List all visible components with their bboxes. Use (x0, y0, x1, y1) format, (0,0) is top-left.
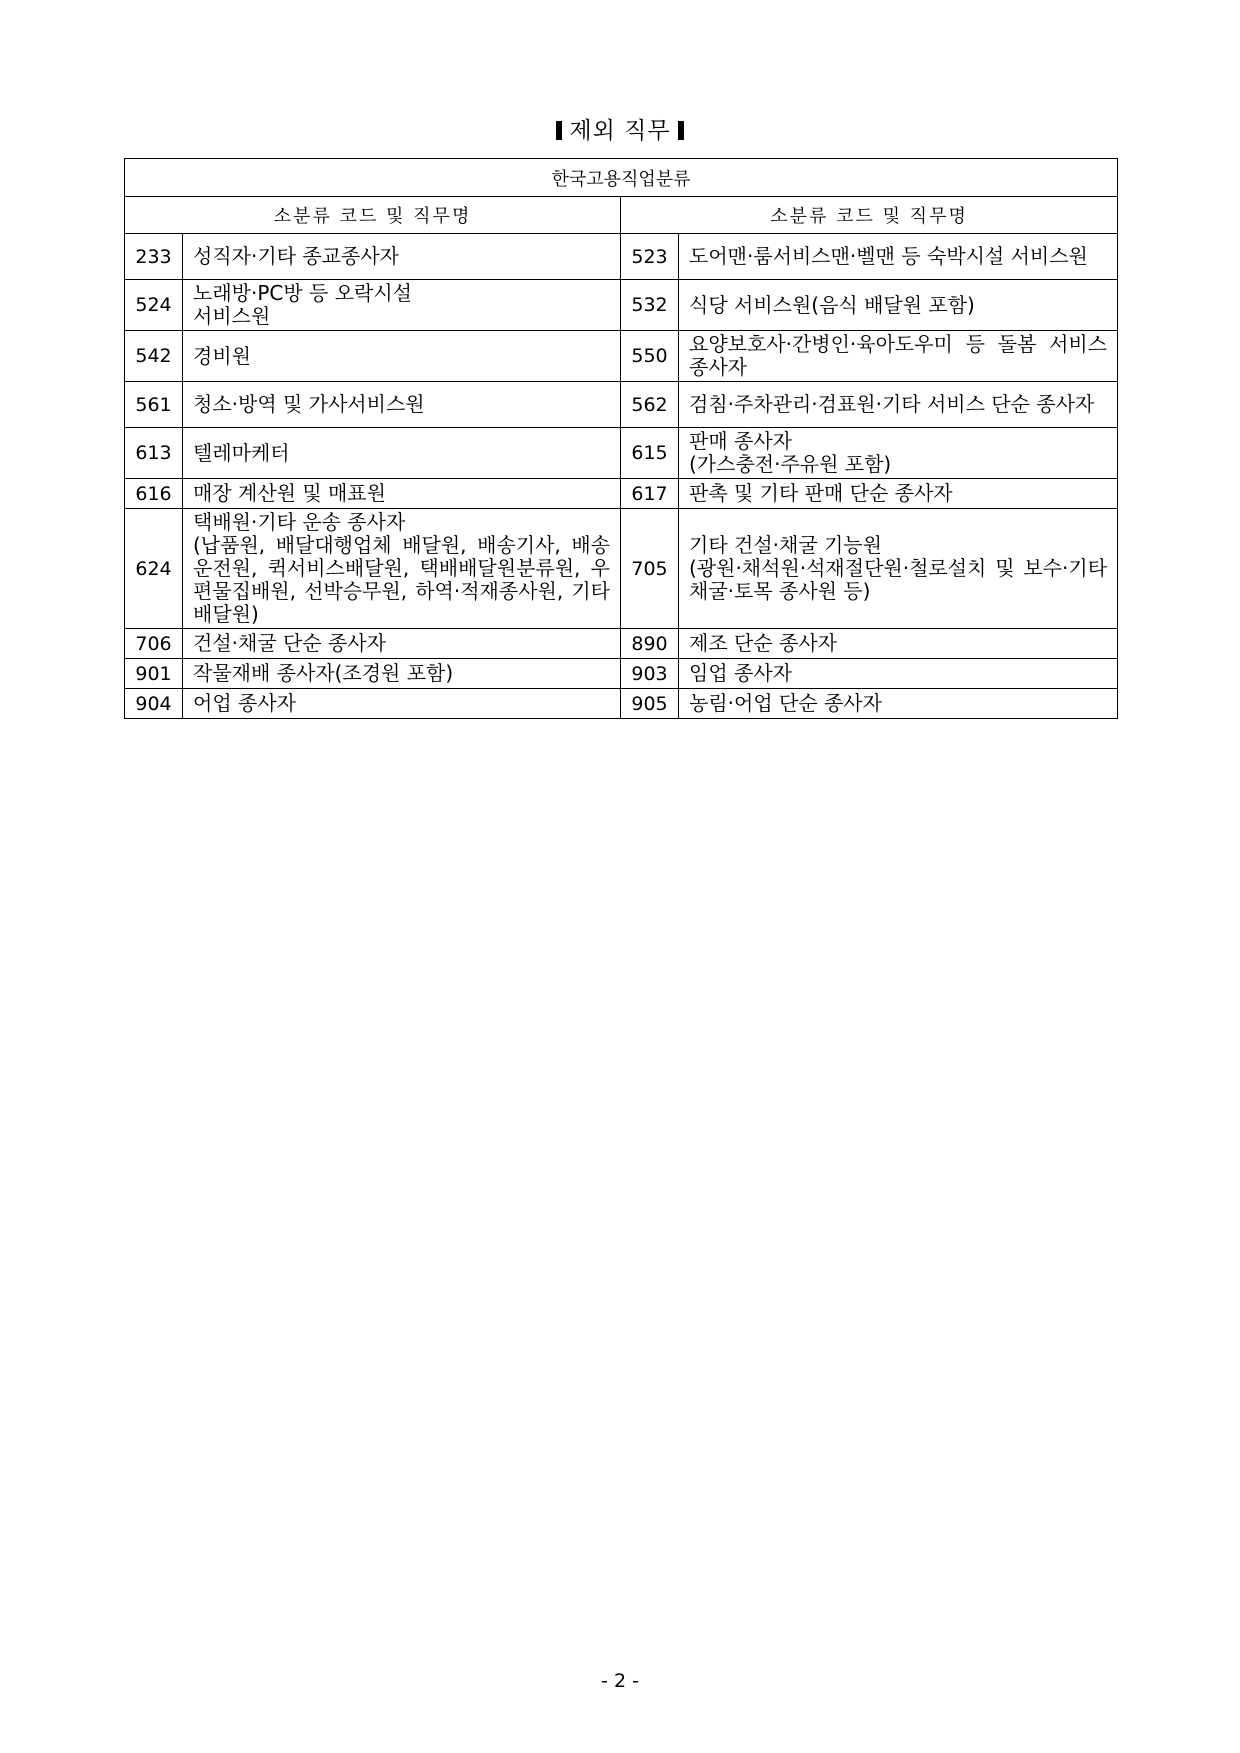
job-code-right: 615 (621, 428, 679, 479)
classification-header-row (125, 159, 1118, 197)
job-name-line: 택배원·기타 운송 종사자 (193, 510, 406, 534)
job-code-right: 890 (621, 629, 679, 659)
job-name-line: 성직자·기타 종교종사자 (193, 244, 399, 268)
job-code-left: 904 (125, 689, 183, 719)
job-name-line: 임업 종사자 (689, 661, 792, 685)
job-code-left: 624 (125, 509, 183, 629)
job-code-right: 905 (621, 689, 679, 719)
classification-header: 한국고용직업분류 (125, 159, 1118, 197)
job-code-left: 561 (125, 382, 183, 428)
table-row (125, 382, 1118, 428)
excluded-jobs-table (124, 158, 1118, 719)
job-name-line: 도어맨·룸서비스맨·벨맨 등 숙박시설 서비스원 (689, 244, 1088, 268)
job-rows (125, 234, 1118, 719)
job-code-left: 616 (125, 479, 183, 509)
job-name-line: 노래방·PC방 등 오락시설 (193, 281, 412, 305)
job-name-right (679, 382, 1118, 428)
job-name-right (679, 509, 1118, 629)
column-header-left: 소분류 코드 및 직무명 (125, 197, 621, 234)
job-name-line: 요양보호사·간병인·육아도우미 등 돌봄 서비스 종사자 (689, 332, 1108, 379)
job-name-left (183, 280, 621, 331)
job-name-line: 어업 종사자 (193, 691, 296, 715)
job-name-left (183, 629, 621, 659)
job-code-right: 903 (621, 659, 679, 689)
job-name-left (183, 234, 621, 280)
table-row (125, 280, 1118, 331)
page-title (0, 112, 1240, 145)
job-name-line: 농림·어업 단순 종사자 (689, 691, 882, 715)
title-bar-left-icon (556, 121, 562, 140)
job-name-left (183, 331, 621, 382)
job-name-line: 식당 서비스원(음식 배달원 포함) (689, 292, 975, 317)
job-name-right (679, 331, 1118, 382)
job-name-left (183, 509, 621, 629)
job-name-right (679, 280, 1118, 331)
job-code-left: 706 (125, 629, 183, 659)
title-bar-right-icon (678, 121, 684, 140)
job-code-left: 233 (125, 234, 183, 280)
table-row (125, 629, 1118, 659)
job-name-right (679, 689, 1118, 719)
job-name-line: 기타 건설·채굴 기능원 (689, 533, 882, 557)
job-name-line: 매장 계산원 및 매표원 (193, 481, 386, 505)
job-name-left (183, 479, 621, 509)
job-name-right (679, 234, 1118, 280)
job-name-line: 제조 단순 종사자 (689, 631, 837, 655)
job-code-right: 532 (621, 280, 679, 331)
job-name-line: 판촉 및 기타 판매 단순 종사자 (689, 481, 953, 505)
job-name-left (183, 428, 621, 479)
job-name-line: 건설·채굴 단순 종사자 (193, 631, 386, 655)
job-code-left: 613 (125, 428, 183, 479)
job-name-line: 텔레마케터 (193, 440, 290, 465)
table-row (125, 689, 1118, 719)
job-name-line: (가스충전·주유원 포함) (689, 452, 892, 476)
job-name-line: 경비원 (193, 343, 251, 368)
job-name-left (183, 659, 621, 689)
table-row (125, 234, 1118, 280)
job-name-line: 검침·주차관리·검표원·기타 서비스 단순 종사자 (689, 392, 1095, 416)
job-name-left (183, 689, 621, 719)
table-row (125, 479, 1118, 509)
column-header-right: 소분류 코드 및 직무명 (621, 197, 1118, 234)
job-code-left: 901 (125, 659, 183, 689)
table-row (125, 428, 1118, 479)
column-header-row (125, 197, 1118, 234)
job-name-right (679, 659, 1118, 689)
job-code-left: 524 (125, 280, 183, 331)
job-code-right: 617 (621, 479, 679, 509)
job-code-left: 542 (125, 331, 183, 382)
page-title-text: 제외 직무 (569, 118, 671, 144)
job-name-line: 청소·방역 및 가사서비스원 (193, 392, 425, 416)
job-name-line: (납품원, 배달대행업체 배달원, 배송기사, 배송운전원, 퀵서비스배달원, 택배배달원분류원, 우편물집배원, 선박승무원, 하역·적재종사원, 기타 배달원) (193, 533, 610, 626)
page-number: - 2 - (601, 1670, 639, 1692)
job-code-right: 705 (621, 509, 679, 629)
job-name-left (183, 382, 621, 428)
job-name-line: 서비스원 (193, 304, 271, 328)
job-name-line: 작물재배 종사자(조경원 포함) (193, 661, 454, 685)
job-name-right (679, 629, 1118, 659)
table-row (125, 331, 1118, 382)
job-name-line: (광원·채석원·석재절단원·철로설치 및 보수·기타 채굴·토목 종사원 등) (689, 556, 1108, 603)
job-name-right (679, 428, 1118, 479)
job-name-right (679, 479, 1118, 509)
table-row (125, 659, 1118, 689)
job-code-right: 562 (621, 382, 679, 428)
job-code-right: 523 (621, 234, 679, 280)
table-row (125, 509, 1118, 629)
job-name-line: 판매 종사자 (689, 429, 792, 453)
job-code-right: 550 (621, 331, 679, 382)
